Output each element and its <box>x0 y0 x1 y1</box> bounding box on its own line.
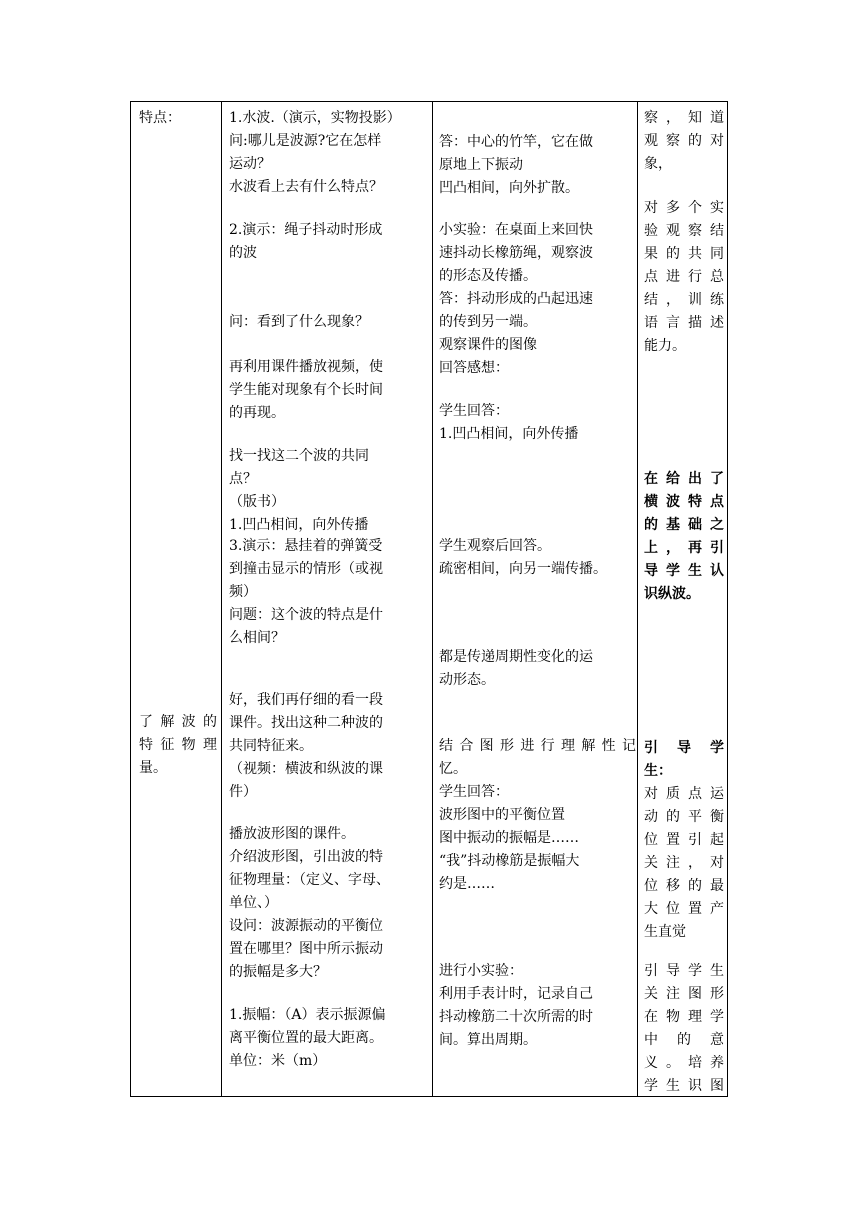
student-block-common: 都是传递周期性变化的运 动形态。 <box>439 649 593 688</box>
topic-features: 特点： <box>139 110 181 126</box>
student-block-response: 学生回答： 1.凹凸相间，向外传播 <box>439 403 579 442</box>
teacher-block-video: 再利用课件播放视频，使 学生能对现象有个长时间 的再现。 <box>229 359 383 421</box>
teacher-block-spring: 3.演示：悬挂着的弹簧受 到撞击显示的情形（或视 频） 问题：这个波的特点是什 么相间？ <box>229 538 383 646</box>
student-block-timing: 进行小实验： 利用手表计时，记录自己 抖动橡筋二十次所需的时 间。算出周期。 <box>439 963 593 1048</box>
student-block-observe: 学生观察后回答。 疏密相间，向另一端传播。 <box>439 538 607 577</box>
intent-block-graph: 引导学生 关注图形 在物理学 中 的 意 义。培养 学生识图 <box>644 963 724 1094</box>
intent-block-position: 对质点运 动的平衡 位置引起 关注，对 位移的最 大位置产 生直觉 <box>644 786 724 940</box>
column-divider-1 <box>221 102 222 1096</box>
intent-block-summary: 对多个实 验观察结 果的共同 点进行总 结，训练 语言描述 能力。 <box>644 200 724 354</box>
column-divider-3 <box>637 102 638 1096</box>
teacher-block-rope-wave: 2.演示：绳子抖动时形成 的波 <box>229 222 383 261</box>
teacher-block-question: 问：看到了什么现象？ <box>229 314 369 330</box>
teacher-block-waveform: 播放波形图的课件。 介绍波形图，引出波的特 征物理量：（定义、字母、 单位、） 设问：波源振动的平衡位 置在哪里？图中所示振动 的振幅是多大？ <box>229 826 390 980</box>
teacher-block-water-wave: 1.水波.（演示，实物投影） 问:哪儿是波源?它在怎样 运动？ 水波看上去有什么特点？ <box>229 110 401 195</box>
intent-block-observe: 察，知道 观察的对 象， <box>644 110 724 172</box>
student-block-memory: 结合图形进行理解性记 忆。 学生回答： 波形图中的平衡位置 图中振动的振幅是…… “我”抖动橡筋是振幅大 约是…… <box>439 738 636 892</box>
topic-wave-quantities: 了解波的 特征物理 量。 <box>139 714 217 776</box>
teacher-block-amplitude: 1.振幅：（A）表示振源偏 离平衡位置的最大距离。 单位：米（m） <box>229 1007 386 1069</box>
intent-block-longitudinal: 在给出了 横波特点 的基础之 上，再引 导学生认 识纵波。 <box>644 471 724 602</box>
lesson-plan-table <box>130 101 728 1097</box>
teacher-block-common-points: 找一找这二个波的共同 点？ （版书） 1.凹凸相间，向外传播 <box>229 448 369 533</box>
intent-block-guide: 引 导 学 生： <box>644 740 724 779</box>
teacher-block-courseware: 好，我们再仔细的看一段 课件。找出这种二种波的 共同特征来。 （视频：横波和纵波的课 件） <box>229 692 383 800</box>
student-block-experiment: 小实验：在桌面上来回快 速抖动长橡筋绳，观察波 的形态及传播。 答：抖动形成的凸起迅速 的传到另一端。 观察课件的图像 回答感想： <box>439 222 593 376</box>
student-block-answer: 答：中心的竹竿，它在做 原地上下振动 凹凸相间，向外扩散。 <box>439 134 593 196</box>
